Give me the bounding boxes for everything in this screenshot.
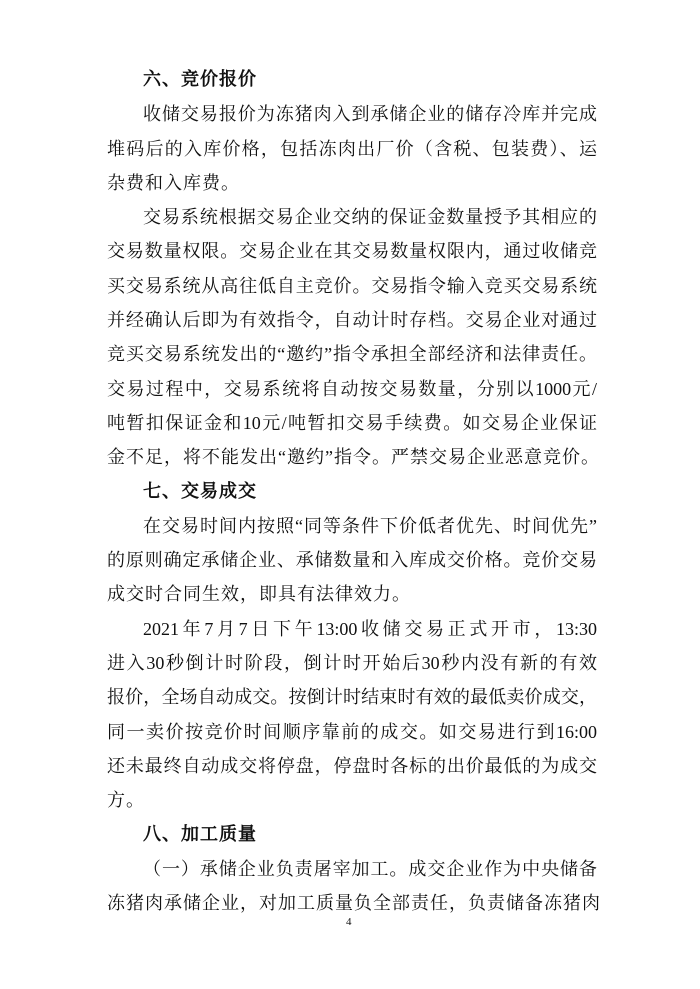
text-line: 交易系统根据交易企业交纳的保证金数量授予其相应的	[143, 207, 597, 228]
paragraph	[107, 852, 601, 921]
section-heading: 八、加工质量	[143, 823, 257, 845]
text-line: 报价，全场自动成交。按倒计时结束时有效的最低卖价成交，	[107, 687, 597, 708]
text-line: 吨暂扣保证金和10元/吨暂扣交易手续费。如交易企业保证	[107, 412, 597, 433]
text-line: 堆码后的入库价格，包括冻肉出厂价（含税、包装费）、运	[107, 138, 597, 159]
paragraph	[107, 509, 597, 612]
text-line: 在交易时间内按照“同等条件下价低者优先、时间优先”	[143, 515, 597, 536]
text-line: 冻猪肉承储企业，对加工质量负全部责任，负责储备冻猪肉	[107, 893, 601, 914]
paragraph	[107, 97, 597, 200]
document-body	[107, 63, 601, 920]
page-number: 4	[346, 916, 352, 928]
text-line: （一）承储企业负责屠宰加工。成交企业作为中央储备	[143, 858, 597, 879]
text-line: 金不足，将不能发出“邀约”指令。严禁交易企业恶意竞价。	[107, 447, 600, 468]
section-heading: 六、竞价报价	[143, 69, 257, 90]
text-line: 成交时合同生效，即具有法律效力。	[107, 584, 411, 605]
paragraph	[107, 612, 597, 818]
text-line: 并经确认后即为有效指令，自动计时存档。交易企业对通过	[107, 310, 597, 331]
text-line: 收储交易报价为冻猪肉入到承储企业的储存冷库并完成	[143, 104, 597, 125]
text-line: 还未最终自动成交将停盘，停盘时各标的出价最低的为成交	[107, 755, 597, 776]
text-line: 同一卖价按竞价时间顺序靠前的成交。如交易进行到16:00	[107, 721, 597, 742]
text-line: 2021年7月7日下午13:00收储交易正式开市，13:30	[143, 618, 597, 639]
paragraph	[107, 200, 600, 474]
text-line: 竞买交易系统发出的“邀约”指令承担全部经济和法律责任。	[107, 344, 597, 365]
text-line: 交易过程中，交易系统将自动按交易数量，分别以1000元/	[107, 378, 597, 399]
section-heading: 七、交易成交	[143, 480, 257, 502]
text-line: 交易数量权限。交易企业在其交易数量权限内，通过收储竞	[107, 241, 597, 262]
text-line: 买交易系统从高往低自主竞价。交易指令输入竞买交易系统	[107, 275, 597, 296]
text-line: 杂费和入库费。	[107, 172, 240, 193]
text-line: 的原则确定承储企业、承储数量和入库成交价格。竞价交易	[107, 550, 597, 571]
text-line: 方。	[107, 790, 145, 811]
text-line: 进入30秒倒计时阶段，倒计时开始后30秒内没有新的有效	[107, 653, 597, 674]
